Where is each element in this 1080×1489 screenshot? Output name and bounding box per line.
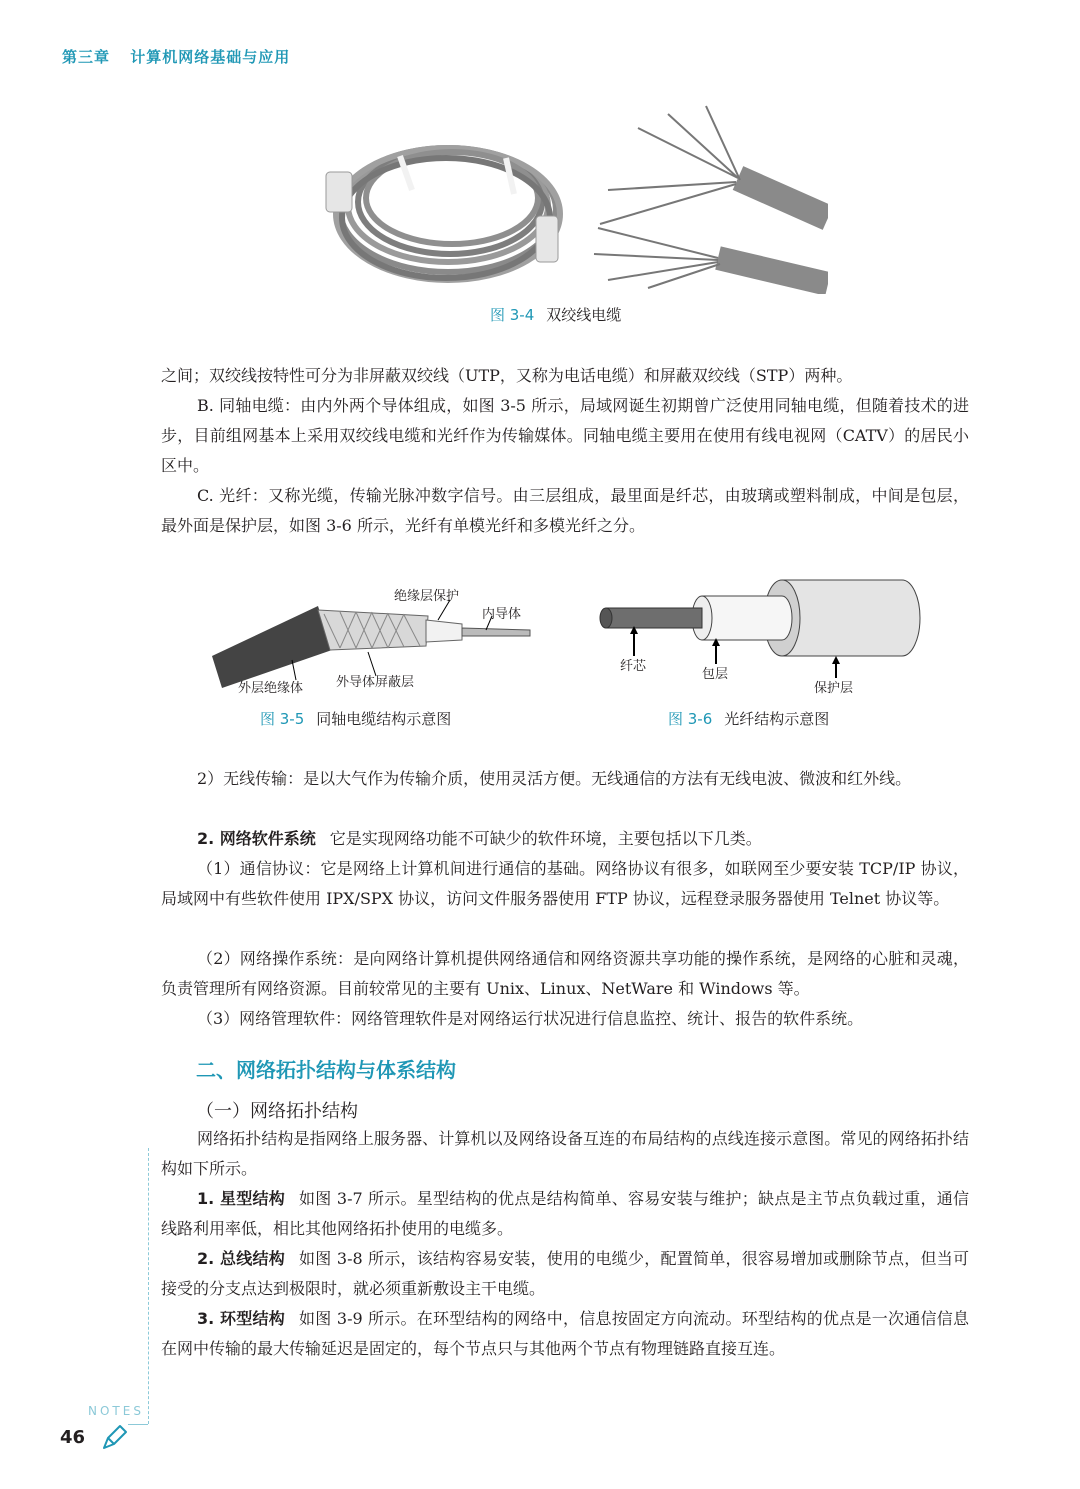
figure-3-6-caption (668, 708, 829, 729)
paragraph-text: 它是实现网络功能不可缺少的软件环境，主要包括以下几类。 (329, 829, 762, 848)
paragraph: （2）网络操作系统：是向网络计算机提供网络通信和网络资源共享功能的操作系统，是网络的心脏和灵魂，负责管理所有网络资源。目前较常见的主要有 Unix、Linux、NetWare 和 Windows 等。 (161, 949, 969, 998)
paragraph: 之间；双绞线按特性可分为非屏蔽双绞线（UTP，又称为电话电缆）和屏蔽双绞线（STP）两种。 (161, 366, 853, 385)
coaxial-cable-diagram (200, 580, 540, 698)
figure-number: 图 3-6 (668, 710, 713, 728)
figure-3-4-caption (490, 304, 621, 325)
figure-title: 双绞线电缆 (546, 306, 622, 324)
outer-insulation-shape (212, 606, 332, 688)
chapter-title: 计算机网络基础与应用 (130, 48, 291, 66)
label-core: 纤芯 (620, 659, 647, 674)
paragraph: 2）无线传输：是以大气作为传输介质，使用灵活方便。无线通信的方法有无线电波、微波和红外线。 (197, 769, 912, 788)
label-shield: 外导体屏蔽层 (336, 675, 415, 690)
label-outer-insulation: 外层绝缘体 (238, 681, 304, 696)
label-insulation: 绝缘层保护 (394, 589, 460, 604)
paragraph: （3）网络管理软件：网络管理软件是对网络运行状况进行信息监控、统计、报告的软件系统。 (197, 1009, 864, 1028)
inner-conductor-shape (462, 628, 530, 636)
label-cladding: 包层 (702, 667, 729, 682)
notes-margin-line (148, 1148, 149, 1424)
rj45-connector-left (326, 172, 352, 212)
notes-label: NOTES (88, 1404, 144, 1418)
figure-3-5-caption (260, 708, 451, 729)
paragraph-text: 如图 3-8 所示，该结构容易安装，使用的电缆少，配置简单，很容易增加或删除节点，但当可接受的分支点达到极限时，就必须重新敷设主干电缆。 (161, 1249, 969, 1298)
figure-number: 图 3-4 (490, 306, 535, 324)
paragraph: 网络拓扑结构是指网络上服务器、计算机以及网络设备互连的布局结构的点线连接示意图。常见的网络拓扑结构如下所示。 (161, 1129, 969, 1178)
paragraph-text: 如图 3-7 所示。星型结构的优点是结构简单、容易安装与维护；缺点是主节点负载过重，通信线路利用率低，相比其他网络拓扑使用的电缆多。 (161, 1189, 969, 1238)
rj45-connector-right (536, 216, 558, 262)
notes-rule (128, 1424, 148, 1425)
paragraph-heading: 2. 网络软件系统 (197, 829, 316, 848)
figure-number: 图 3-5 (260, 710, 305, 728)
paragraph-heading: 2. 总线结构 (197, 1249, 286, 1268)
running-header (62, 46, 304, 67)
paragraph-heading: 3. 环型结构 (197, 1309, 286, 1328)
jacket-shape (782, 580, 920, 656)
label-jacket: 保护层 (814, 681, 854, 696)
paragraph-text: 如图 3-9 所示。在环型结构的网络中，信息按固定方向流动。环型结构的优点是一次通信信息在网中传输的最大传输延迟是固定的，每个节点只与其他两个节点有物理链路直接互连。 (161, 1309, 969, 1358)
paragraph (161, 1304, 969, 1364)
cladding-shape (702, 596, 792, 640)
subsection-heading: （一）网络拓扑结构 (196, 1101, 358, 1122)
figure-title: 光纤结构示意图 (724, 710, 830, 728)
paragraph: C. 光纤：又称光缆，传输光脉冲数字信号。由三层组成，最里面是纤芯，由玻璃或塑料制成，中间是包层，最外面是保护层，如图 3-6 所示，光纤有单模光纤和多模光纤之分。 (161, 486, 969, 535)
page-number: 46 (60, 1427, 86, 1448)
paragraph (161, 824, 969, 854)
section-heading: 二、网络拓扑结构与体系结构 (196, 1058, 456, 1082)
core-shape (606, 608, 702, 628)
optical-fiber-diagram (592, 574, 928, 698)
paragraph: （1）通信协议：它是网络上计算机间进行通信的基础。网络协议有很多，如联网至少要安装 TCP/IP 协议，局域网中有些软件使用 IPX/SPX 协议，访问文件服务器使用 FTP 协议，远程登录服务器使用 Telnet 协议等。 (161, 859, 969, 908)
paragraph-heading: 1. 星型结构 (197, 1189, 286, 1208)
figure-title: 同轴电缆结构示意图 (316, 710, 452, 728)
label-inner-conductor: 内导体 (482, 607, 522, 622)
pencil-icon (100, 1424, 128, 1452)
chapter-label: 第三章 (62, 48, 111, 66)
twisted-pair-photo (308, 98, 828, 294)
paragraph (161, 1184, 969, 1244)
dielectric-shape (426, 620, 462, 642)
paragraph: B. 同轴电缆：由内外两个导体组成，如图 3-5 所示，局域网诞生初期曾广泛使用同轴电缆，但随着技术的进步，目前组网基本上采用双绞线电缆和光纤作为传输媒体。同轴电缆主要用在使用有线电视网（CATV）的居民小区中。 (161, 396, 969, 475)
paragraph (161, 1244, 969, 1304)
